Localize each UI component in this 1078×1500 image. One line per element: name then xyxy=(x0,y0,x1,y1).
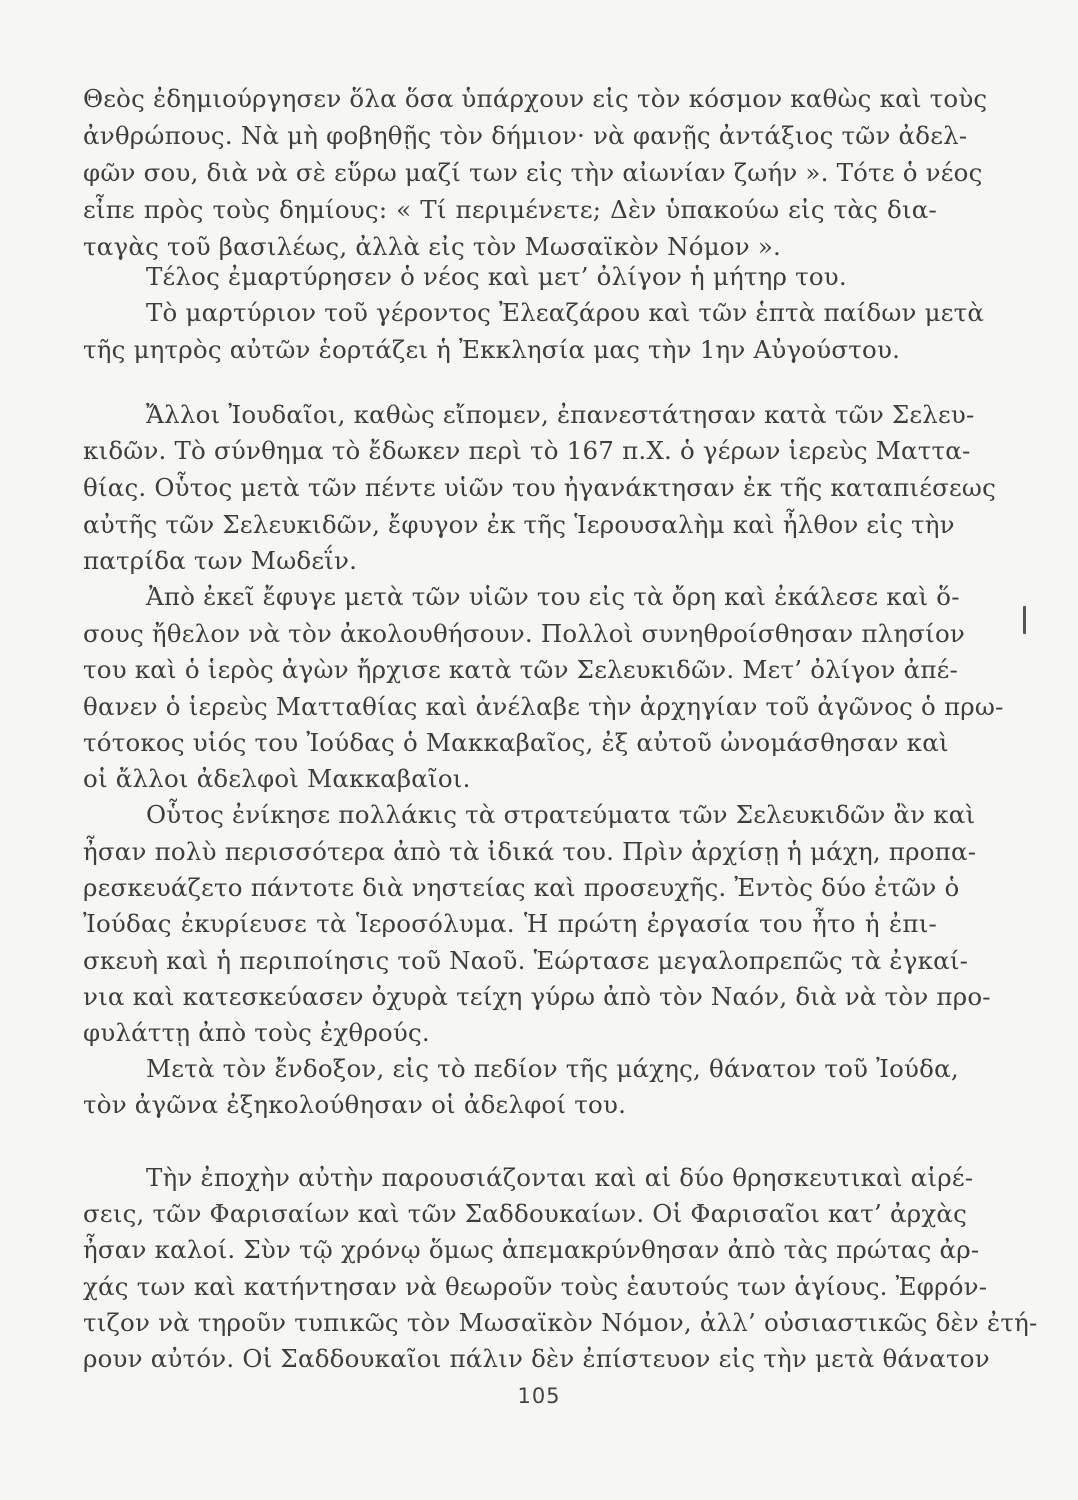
text-line: Ἀπὸ ἐκεῖ ἔφυγε μετὰ τῶν υἱῶν του εἰς τὰ ὄρη καὶ ἐκάλεσε καὶ ὅ- xyxy=(146,582,960,611)
text-line: ρεσκευάζετο πάντοτε διὰ νηστείας καὶ προσευχῆς. Ἐντὸς δύο ἐτῶν ὁ xyxy=(83,873,960,902)
margin-mark xyxy=(1023,606,1026,634)
text-line: ταγὰς τοῦ βασιλέως, ἀλλὰ εἰς τὸν Μωσαϊκὸν Νόμον ». xyxy=(83,232,782,261)
text-line: Μετὰ τὸν ἔνδοξον, εἰς τὸ πεδίον τῆς μάχης, θάνατον τοῦ Ἰούδα, xyxy=(146,1054,959,1083)
text-line: Ἄλλοι Ἰουδαῖοι, καθὼς εἴπομεν, ἐπανεστάτησαν κατὰ τῶν Σελευ- xyxy=(146,400,975,429)
page-number: 105 xyxy=(517,1384,561,1408)
text-line: Οὗτος ἐνίκησε πολλάκις τὰ στρατεύματα τῶν Σελευκιδῶν ἂν καὶ xyxy=(146,800,976,829)
text-line: Ἰούδας ἐκυρίευσε τὰ Ἱεροσόλυμα. Ἡ πρώτη ἐργασία του ἦτο ἡ ἐπι- xyxy=(83,909,937,938)
text-line: κιδῶν. Τὸ σύνθημα τὸ ἔδωκεν περὶ τὸ 167 π.Χ. ὁ γέρων ἱερεὺς Ματτα- xyxy=(83,436,971,465)
text-line: φῶν σου, διὰ νὰ σὲ εὕρω μαζί των εἰς τὴν αἰωνίαν ζωήν ». Τότε ὁ νέος xyxy=(83,158,983,187)
text-line: σους ἤθελον νὰ τὸν ἀκολουθήσουν. Πολλοὶ συνηθροίσθησαν πλησίον xyxy=(83,619,966,648)
text-line: χάς των καὶ κατήντησαν νὰ θεωροῦν τοὺς ἑαυτούς των ἁγίους. Ἐφρόν- xyxy=(83,1272,988,1301)
text-line: ρουν αὐτόν. Οἱ Σαδδουκαῖοι πάλιν δὲν ἐπίστευον εἰς τὴν μετὰ θάνατον xyxy=(83,1344,990,1373)
text-line: τῆς μητρὸς αὐτῶν ἑορτάζει ἡ Ἐκκλησία μας τὴν 1ην Αὐγούστου. xyxy=(83,335,901,364)
text-line: οἱ ἄλλοι ἀδελφοὶ Μακκαβαῖοι. xyxy=(83,764,471,793)
text-line: σεις, τῶν Φαρισαίων καὶ τῶν Σαδδουκαίων. Οἱ Φαρισαῖοι κατ’ ἀρχὰς xyxy=(83,1199,968,1228)
text-line: του καὶ ὁ ἱερὸς ἀγὼν ἤρχισε κατὰ τῶν Σελευκιδῶν. Μετ’ ὀλίγον ἀπέ- xyxy=(83,655,959,684)
text-line: εἶπε πρὸς τοὺς δημίους: « Τί περιμένετε; Δὲν ὑπακούω εἰς τὰς δια- xyxy=(83,195,937,224)
text-line: τότοκος υἱός του Ἰούδας ὁ Μακκαβαῖος, ἐξ αὐτοῦ ὠνομάσθησαν καὶ xyxy=(83,728,949,757)
text-line: ἀνθρώπους. Νὰ μὴ φοβηθῇς τὸν δήμιον· νὰ φανῇς ἀντάξιος τῶν ἀδελ- xyxy=(83,121,968,150)
text-line: φυλάττῃ ἀπὸ τοὺς ἐχθρούς. xyxy=(83,1018,430,1047)
text-line: τὸν ἀγῶνα ἐξηκολούθησαν οἱ ἀδελφοί του. xyxy=(83,1090,627,1119)
text-line: αὐτῆς τῶν Σελευκιδῶν, ἔφυγον ἐκ τῆς Ἱερουσαλὴμ καὶ ἦλθον εἰς τὴν xyxy=(83,510,955,539)
text-line: Θεὸς ἐδημιούργησεν ὅλα ὅσα ὑπάρχουν εἰς τὸν κόσμον καθὼς καὶ τοὺς xyxy=(83,84,988,113)
text-line: πατρίδα των Μωδεΐν. xyxy=(83,546,358,575)
text-line: σκευὴ καὶ ἡ περιποίησις τοῦ Ναοῦ. Ἑώρτασε μεγαλοπρεπῶς τὰ ἐγκαί- xyxy=(83,946,969,975)
text-line: Τὸ μαρτύριον τοῦ γέροντος Ἐλεαζάρου καὶ τῶν ἑπτὰ παίδων μετὰ xyxy=(146,298,985,327)
text-line: νια καὶ κατεσκεύασεν ὀχυρὰ τείχη γύρω ἀπὸ τὸν Ναόν, διὰ νὰ τὸν προ- xyxy=(83,982,991,1011)
text-line: θίας. Οὗτος μετὰ τῶν πέντε υἱῶν του ἠγανάκτησαν ἐκ τῆς καταπιέσεως xyxy=(83,473,997,502)
text-line: Τὴν ἐποχὴν αὐτὴν παρουσιάζονται καὶ αἱ δύο θρησκευτικαὶ αἱρέ- xyxy=(146,1163,974,1192)
text-line: τιζον νὰ τηροῦν τυπικῶς τὸν Μωσαϊκὸν Νόμον, ἀλλ’ οὐσιαστικῶς δὲν ἐτή- xyxy=(83,1308,1038,1337)
text-line: ἦσαν καλοί. Σὺν τῷ χρόνῳ ὅμως ἀπεμακρύνθησαν ἀπὸ τὰς πρώτας ἀρ- xyxy=(83,1235,980,1264)
text-line: ἦσαν πολὺ περισσότερα ἀπὸ τὰ ἰδικά του. Πρὶν ἀρχίσῃ ἡ μάχη, προπα- xyxy=(83,837,977,866)
text-line: θανεν ὁ ἱερεὺς Ματταθίας καὶ ἀνέλαβε τὴν ἀρχηγίαν τοῦ ἀγῶνος ὁ πρω- xyxy=(83,692,1004,721)
text-line: Τέλος ἐμαρτύρησεν ὁ νέος καὶ μετ’ ὀλίγον ἡ μήτηρ του. xyxy=(146,262,847,291)
